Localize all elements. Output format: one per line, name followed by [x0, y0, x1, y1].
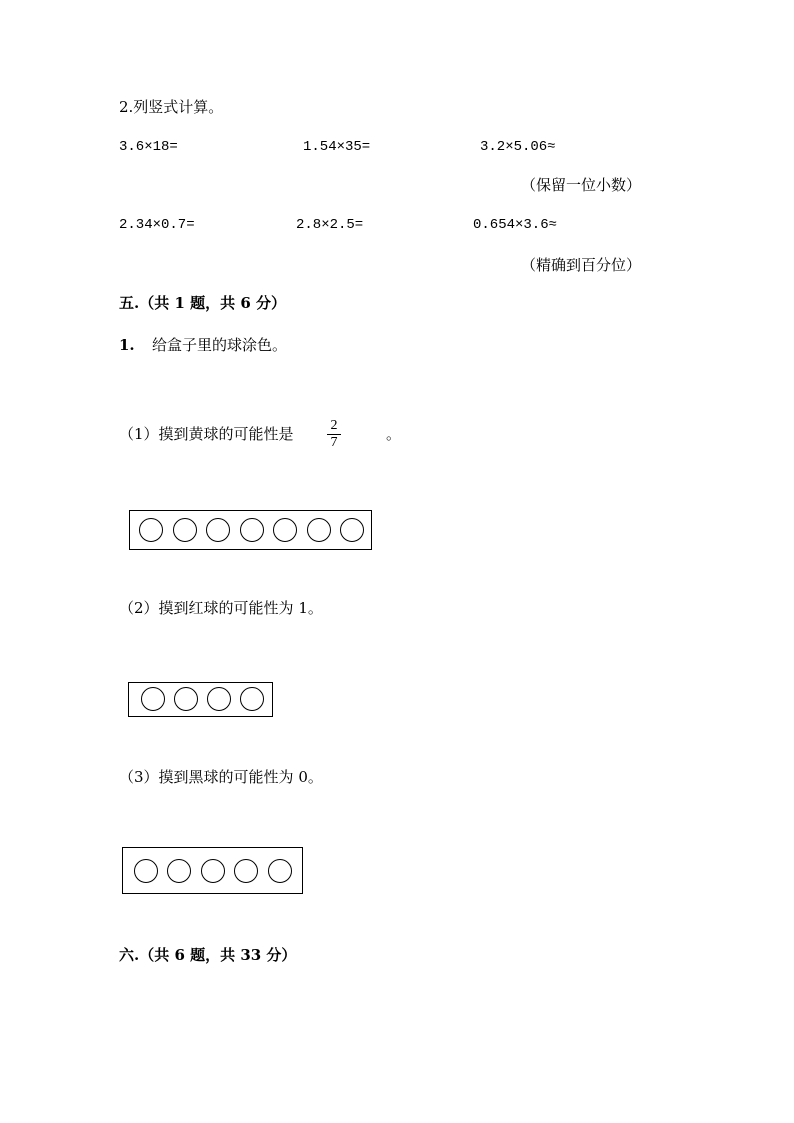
- section-5-heading: 五.（共 1 题，共 6 分）: [119, 294, 286, 312]
- probability-fraction: [327, 419, 341, 450]
- ball-box-3: [122, 847, 303, 894]
- calc-problem-2: 1.54×35=: [303, 139, 371, 155]
- rounding-note-2: （精确到百分位）: [521, 256, 642, 274]
- ball[interactable]: [268, 859, 292, 883]
- ball-box-1: [129, 510, 372, 550]
- ball[interactable]: [207, 687, 231, 711]
- rounding-note-1: （保留一位小数）: [521, 176, 642, 194]
- question-1-text: 给盒子里的球涂色。: [152, 336, 288, 354]
- fraction-numerator: 2: [330, 418, 338, 433]
- ball[interactable]: [174, 687, 198, 711]
- sub-question-2-label: （2）摸到红球的可能性为 1。: [119, 599, 323, 617]
- ball[interactable]: [340, 518, 364, 542]
- ball[interactable]: [240, 687, 264, 711]
- ball[interactable]: [240, 518, 264, 542]
- sub-question-1-end: 。: [386, 425, 402, 443]
- ball[interactable]: [234, 859, 258, 883]
- ball[interactable]: [141, 687, 165, 711]
- sub-question-3-label: （3）摸到黑球的可能性为 0。: [119, 768, 323, 786]
- fraction-denominator: 7: [330, 435, 338, 450]
- question-2-title: 2.列竖式计算。: [119, 98, 224, 116]
- calc-problem-6: 0.654×3.6≈: [473, 217, 558, 233]
- ball-box-2: [128, 682, 273, 717]
- ball[interactable]: [139, 518, 163, 542]
- calc-problem-5: 2.8×2.5=: [296, 217, 364, 233]
- ball[interactable]: [173, 518, 197, 542]
- ball[interactable]: [273, 518, 297, 542]
- sub-question-1-label: （1）摸到黄球的可能性是: [119, 425, 294, 443]
- calc-problem-3: 3.2×5.06≈: [480, 139, 556, 155]
- section-6-heading: 六.（共 6 题，共 33 分）: [119, 946, 297, 964]
- ball[interactable]: [167, 859, 191, 883]
- calc-problem-4: 2.34×0.7=: [119, 217, 195, 233]
- ball[interactable]: [206, 518, 230, 542]
- ball[interactable]: [134, 859, 158, 883]
- question-1-number: 1.: [119, 336, 135, 354]
- ball[interactable]: [201, 859, 225, 883]
- ball[interactable]: [307, 518, 331, 542]
- calc-problem-1: 3.6×18=: [119, 139, 178, 155]
